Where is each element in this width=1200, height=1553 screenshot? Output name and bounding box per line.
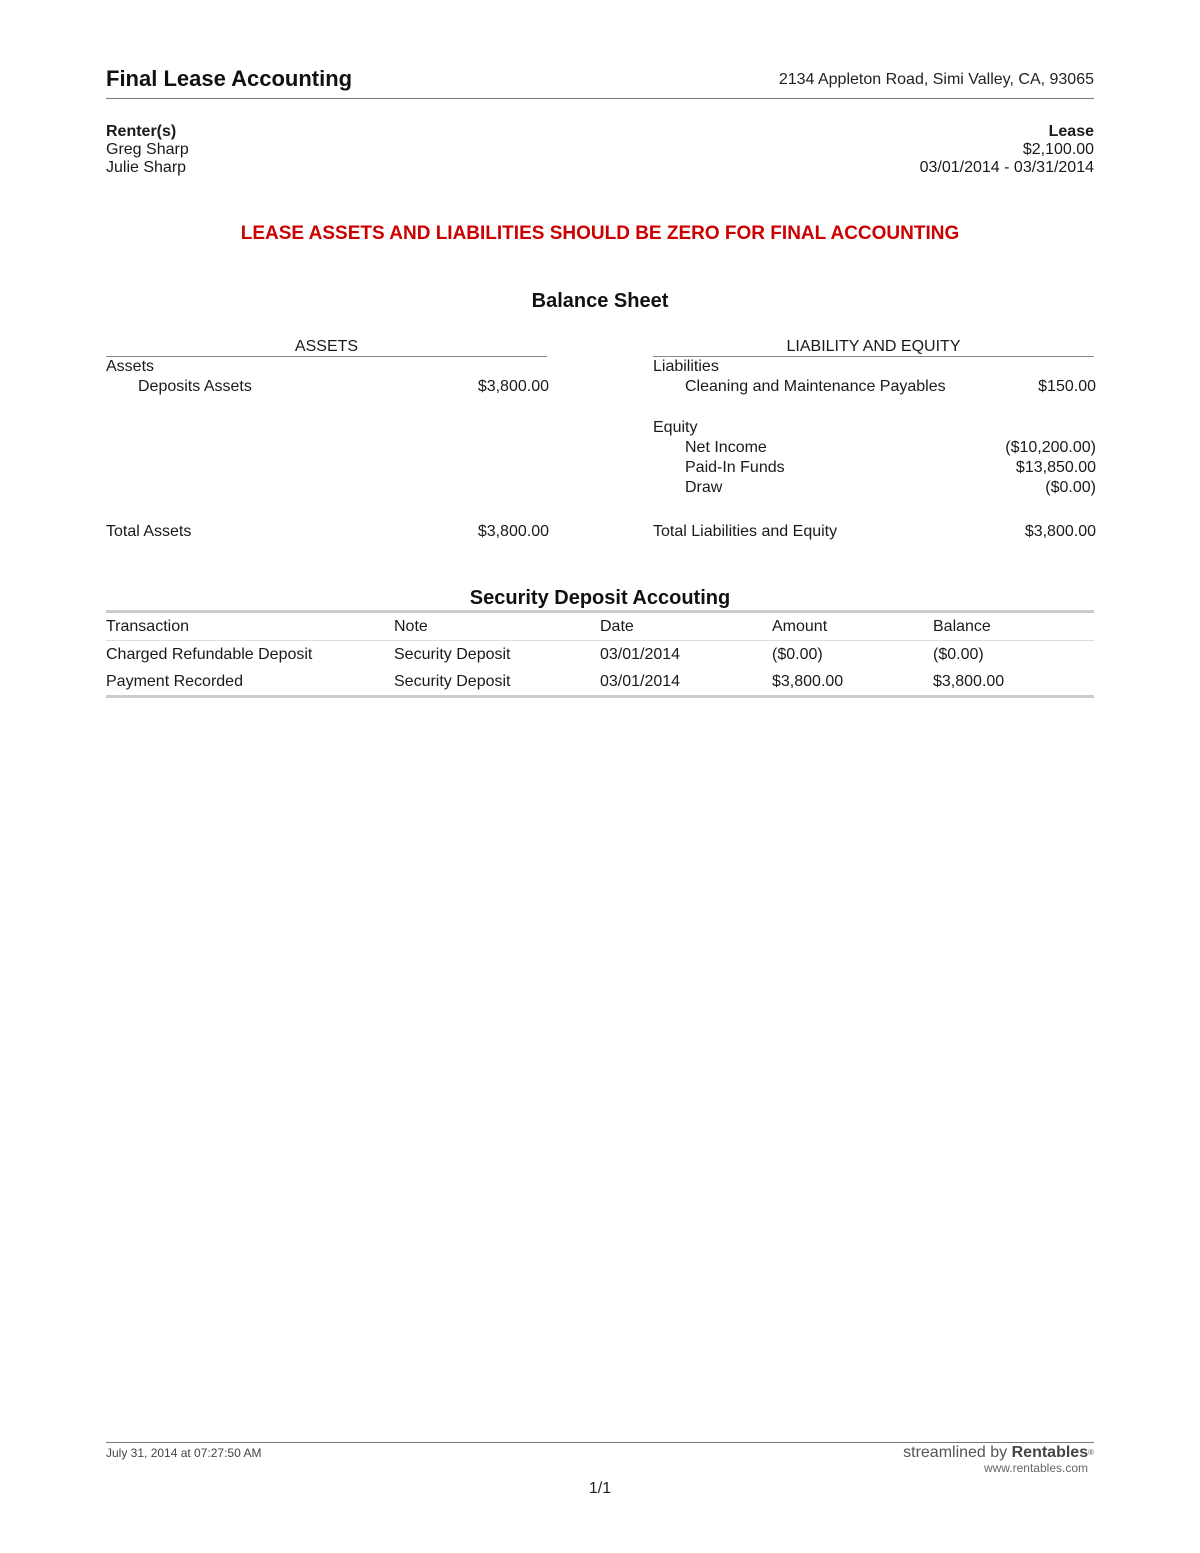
table-cell: 03/01/2014 (600, 673, 681, 690)
page-number: 1/1 (588, 1480, 612, 1497)
total-assets-line (106, 522, 549, 542)
table-cell: $3,800.00 (933, 673, 1005, 690)
column-header: Amount (772, 618, 828, 635)
brand-url[interactable]: www.rentables.com (983, 1461, 1088, 1475)
security-deposit-table (106, 610, 1094, 698)
total-assets-label: Total Assets (106, 523, 192, 540)
assets-header: ASSETS (106, 336, 547, 357)
table-row (106, 668, 1094, 695)
report-page (106, 0, 1094, 1553)
brand-name: Rentables (1011, 1444, 1089, 1461)
total-liabilities-amount: $3,800.00 (1024, 523, 1096, 540)
liabilities-group-label: Liabilities (653, 358, 719, 375)
column-header: Note (394, 618, 428, 635)
table-cell: 03/01/2014 (600, 646, 681, 663)
equity-line (653, 478, 1096, 498)
table-cell: Charged Refundable Deposit (106, 646, 313, 663)
renter-name: Julie Sharp (106, 159, 187, 176)
table-header-row (106, 613, 1094, 641)
equity-label: Net Income (685, 439, 767, 456)
table-cell: Security Deposit (394, 673, 511, 690)
balance-sheet-title: Balance Sheet (531, 290, 669, 312)
liability-amount: $150.00 (1038, 378, 1096, 395)
assets-column (106, 336, 549, 397)
total-liabilities-label: Total Liabilities and Equity (653, 523, 838, 540)
page-footer (106, 1442, 1094, 1475)
asset-line (106, 377, 549, 397)
liabilities-column (653, 336, 1096, 498)
asset-label: Deposits Assets (138, 378, 252, 395)
liability-label: Cleaning and Maintenance Payables (685, 378, 946, 395)
renters-block (106, 123, 189, 177)
lease-label: Lease (1048, 123, 1094, 140)
liabilities-header: LIABILITY AND EQUITY (653, 336, 1094, 357)
property-address: 2134 Appleton Road, Simi Valley, CA, 93065 (778, 71, 1094, 88)
equity-amount: $13,850.00 (1015, 459, 1096, 476)
renters-label: Renter(s) (106, 123, 177, 140)
column-header: Balance (933, 618, 991, 635)
table-cell: Security Deposit (394, 646, 511, 663)
equity-group-label: Equity (653, 419, 698, 436)
column-header: Transaction (106, 618, 189, 635)
renter-name: Greg Sharp (106, 141, 189, 158)
table-cell: Payment Recorded (106, 673, 243, 690)
final-accounting-warning: LEASE ASSETS AND LIABILITIES SHOULD BE ZERO FOR FINAL ACCOUNTING (240, 223, 960, 244)
brand-prefix: streamlined by (903, 1444, 1012, 1461)
equity-amount: ($10,200.00) (1005, 439, 1096, 456)
assets-group-label: Assets (106, 358, 155, 375)
equity-line (653, 438, 1096, 458)
security-deposit-title: Security Deposit Accouting (469, 587, 731, 609)
rentables-brand (903, 1444, 1094, 1474)
registered-mark: ® (1088, 1448, 1094, 1457)
generated-timestamp: July 31, 2014 at 07:27:50 AM (106, 1446, 262, 1460)
lease-amount: $2,100.00 (1022, 141, 1094, 158)
page-title: Final Lease Accounting (106, 66, 353, 91)
liability-line (653, 377, 1096, 397)
lease-block (920, 123, 1094, 177)
table-row (106, 641, 1094, 668)
table-cell: ($0.00) (933, 646, 984, 663)
equity-label: Draw (685, 479, 723, 496)
column-header: Date (600, 618, 634, 635)
total-liabilities-line (653, 522, 1096, 542)
equity-amount: ($0.00) (1045, 479, 1096, 496)
equity-line (653, 458, 1096, 478)
total-assets-amount: $3,800.00 (477, 523, 549, 540)
equity-label: Paid-In Funds (685, 459, 785, 476)
asset-amount: $3,800.00 (477, 378, 549, 395)
table-cell: ($0.00) (772, 646, 823, 663)
table-cell: $3,800.00 (772, 673, 844, 690)
lease-period: 03/01/2014 - 03/31/2014 (919, 159, 1094, 176)
report-header (106, 66, 1094, 99)
